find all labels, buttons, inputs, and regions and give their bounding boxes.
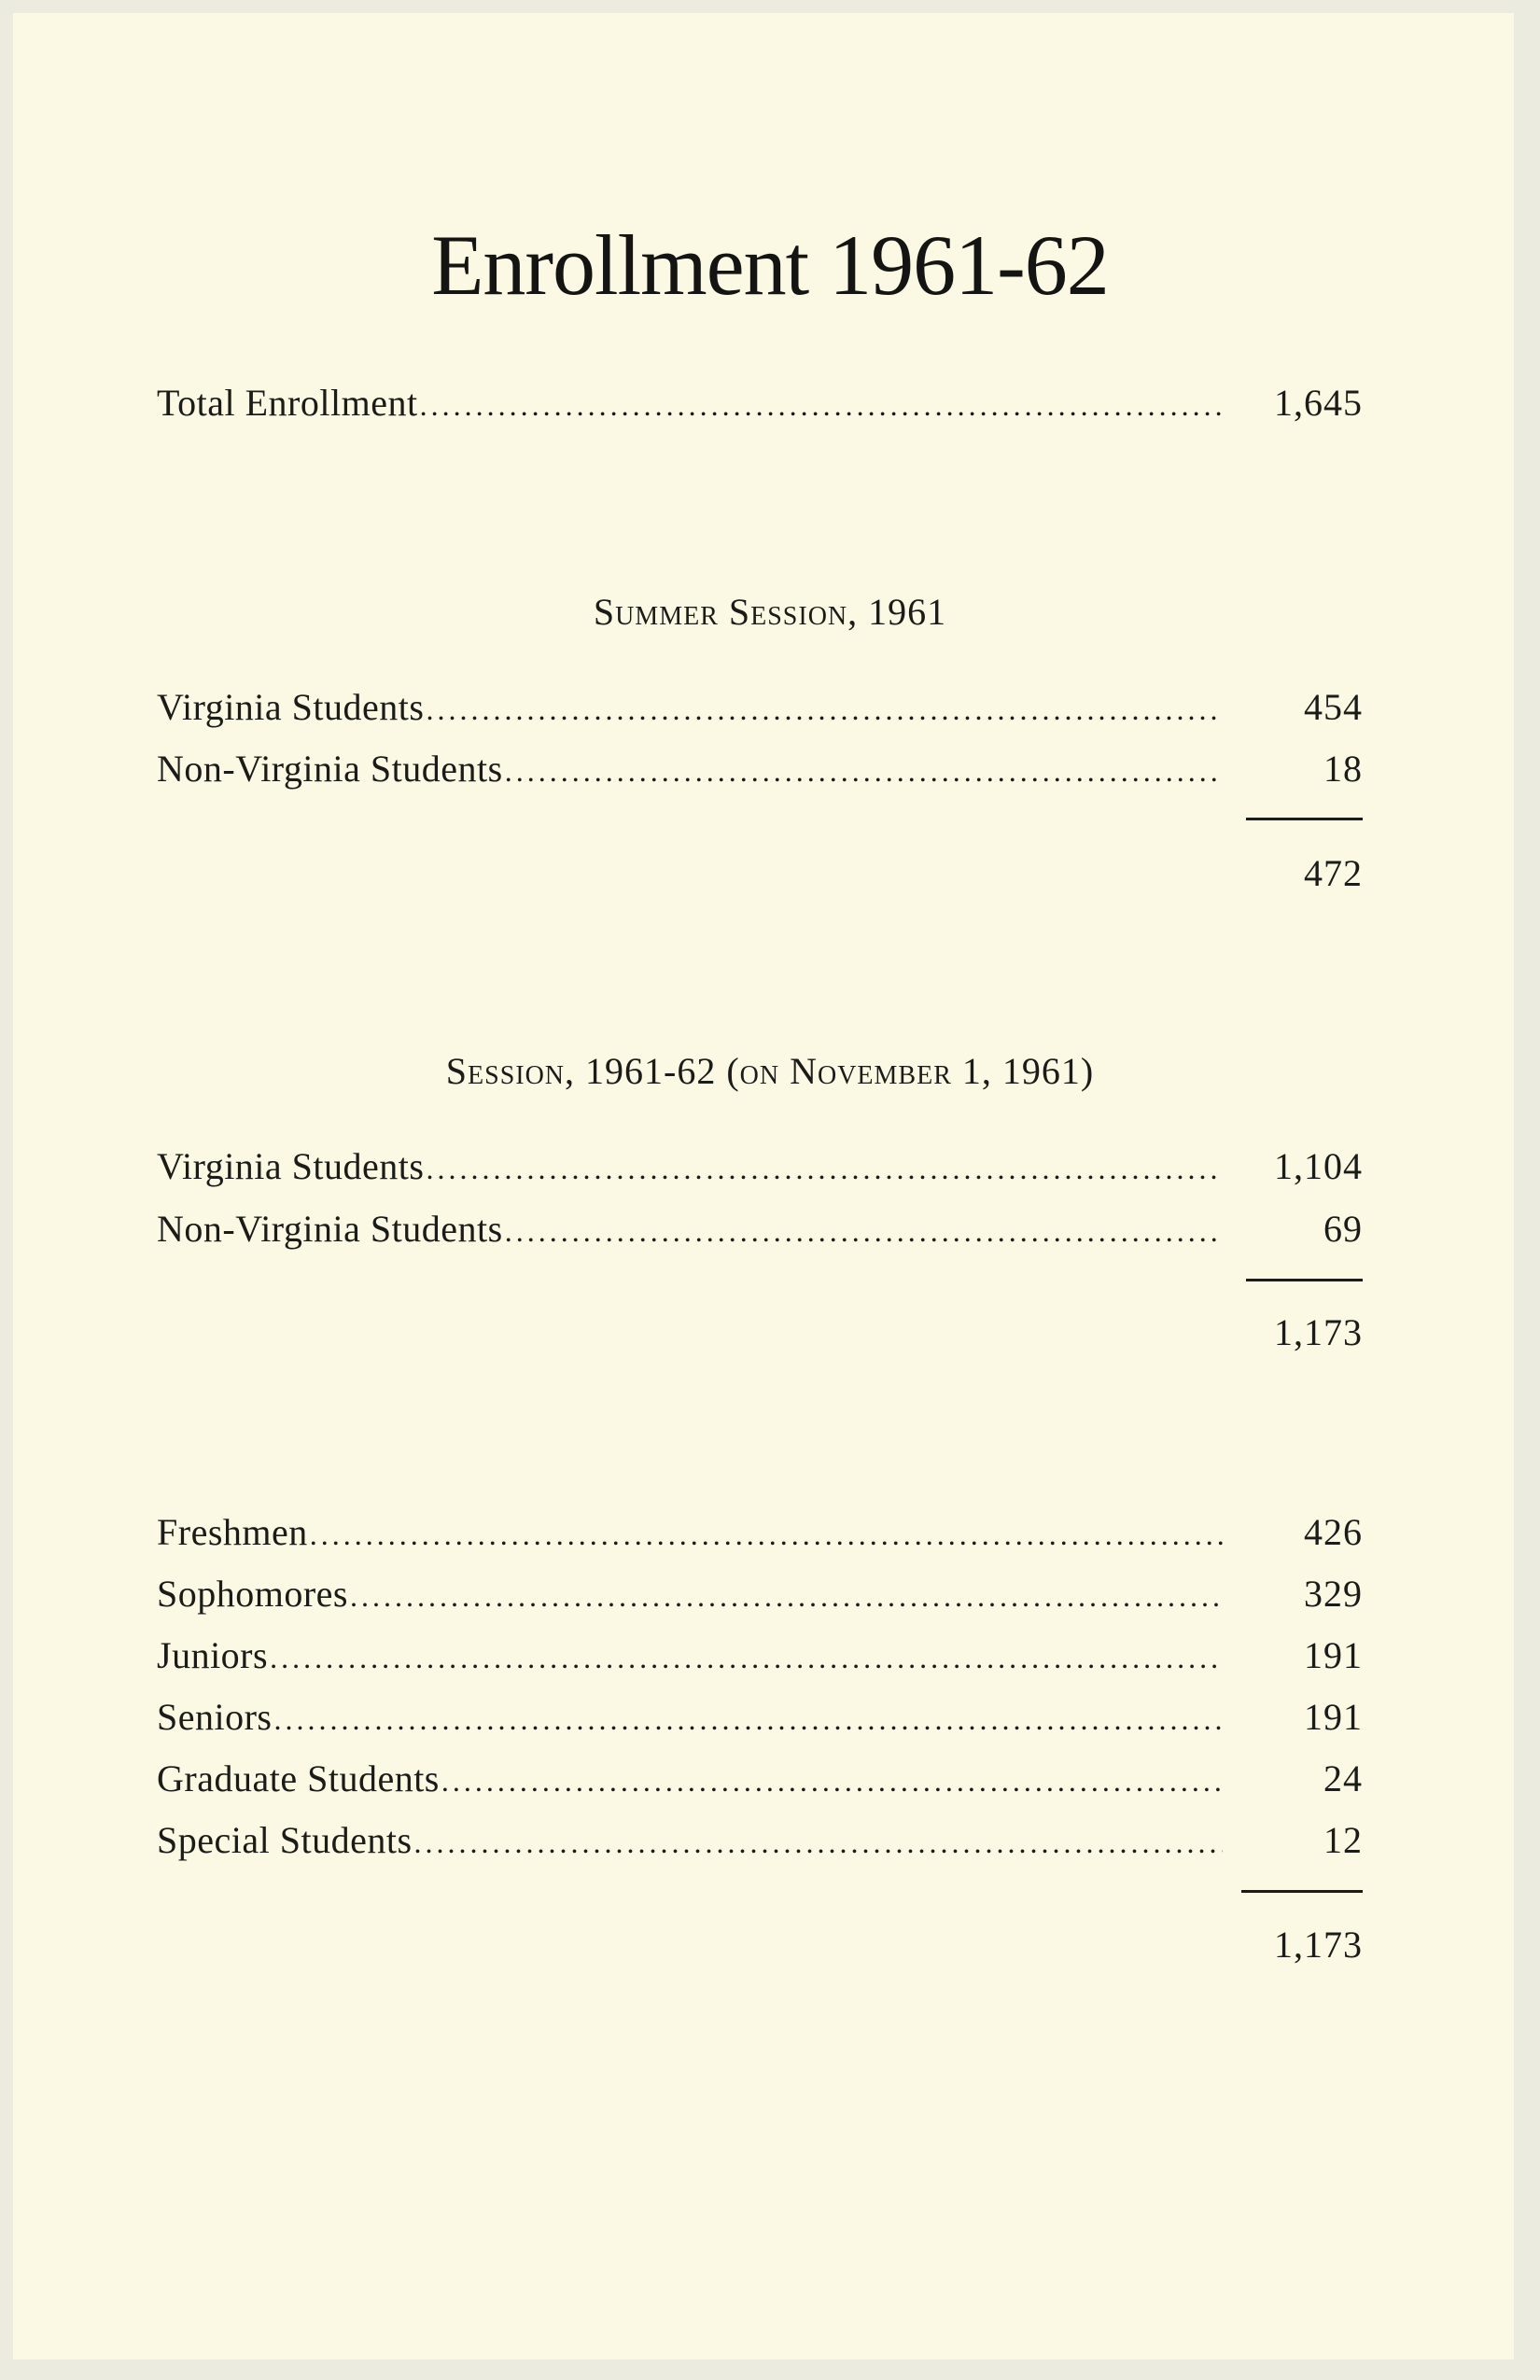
- dot-leader: [505, 1209, 1223, 1253]
- class-row-graduate-students: [157, 1757, 1363, 1801]
- row-value: 1,104: [1274, 1145, 1363, 1187]
- dot-leader: [350, 1574, 1223, 1618]
- class-row-juniors: [157, 1633, 1363, 1678]
- session-total: 1,173: [1274, 1311, 1363, 1353]
- row-label: Freshmen: [157, 1511, 308, 1553]
- session-row-virginia: [157, 1144, 1363, 1189]
- dot-leader: [426, 1146, 1223, 1191]
- row-value: 426: [1304, 1511, 1363, 1553]
- row-label: Non-Virginia Students: [157, 748, 503, 790]
- row-value: 24: [1323, 1757, 1363, 1799]
- row-label: Non-Virginia Students: [157, 1208, 503, 1250]
- row-value: 329: [1304, 1573, 1363, 1615]
- row-value: 18: [1323, 748, 1363, 790]
- dot-leader: [505, 749, 1223, 793]
- row-value: 454: [1304, 686, 1363, 728]
- dot-leader: [270, 1635, 1223, 1680]
- summer-session-heading: Summer Session, 1961: [593, 591, 947, 633]
- summer-row-non-virginia: [157, 747, 1363, 791]
- dot-leader: [274, 1697, 1224, 1742]
- class-row-freshmen: [157, 1510, 1363, 1555]
- session-heading: Session, 1961-62 (on November 1, 1961): [445, 1050, 1095, 1092]
- page-title: Enrollment 1961-62: [431, 217, 1109, 313]
- row-value: 69: [1323, 1208, 1363, 1250]
- row-value: 12: [1323, 1819, 1363, 1861]
- class-row-seniors: [157, 1695, 1363, 1740]
- row-value: 191: [1304, 1634, 1363, 1676]
- dot-leader: [441, 1758, 1223, 1803]
- class-row-special-students: [157, 1818, 1363, 1863]
- dot-leader: [310, 1512, 1223, 1557]
- row-label: Graduate Students: [157, 1757, 440, 1799]
- session-row-non-virginia: [157, 1207, 1363, 1252]
- summer-sum-rule: [1246, 818, 1363, 820]
- dot-leader: [414, 1820, 1223, 1865]
- row-label: Virginia Students: [157, 686, 425, 728]
- row-label: Juniors: [157, 1634, 269, 1676]
- row-label: Seniors: [157, 1696, 273, 1738]
- dot-leader: [420, 383, 1223, 427]
- summer-total: 472: [1304, 852, 1363, 894]
- classes-total: 1,173: [1274, 1924, 1363, 1966]
- summer-row-virginia: [157, 685, 1363, 730]
- row-label: Virginia Students: [157, 1145, 425, 1187]
- row-label: Special Students: [157, 1819, 413, 1861]
- row-value: 191: [1304, 1696, 1363, 1738]
- class-row-sophomores: [157, 1572, 1363, 1617]
- classes-sum-rule: [1241, 1890, 1363, 1893]
- row-label: Sophomores: [157, 1573, 348, 1615]
- row-label: Total Enrollment: [157, 382, 418, 424]
- row-value: 1,645: [1274, 382, 1363, 424]
- dot-leader: [426, 687, 1223, 732]
- session-sum-rule: [1246, 1279, 1363, 1281]
- total-enrollment-row: [157, 381, 1363, 426]
